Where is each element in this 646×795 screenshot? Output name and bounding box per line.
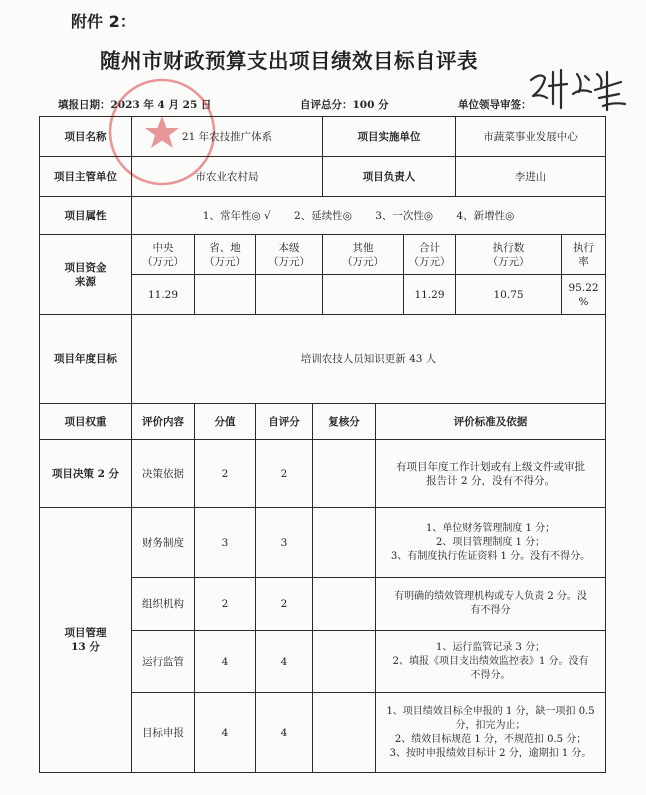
funds-header-other: 其他 （万元） bbox=[323, 235, 404, 275]
funds-value-total: 11.29 bbox=[404, 275, 456, 315]
header-score: 分值 bbox=[195, 404, 256, 440]
eval-review-score bbox=[313, 693, 376, 773]
attribute-label: 项目属性 bbox=[40, 197, 132, 235]
attribute-option: 1、常年性◎ √ bbox=[202, 209, 271, 222]
row-eval-headers bbox=[40, 404, 606, 440]
funds-header-executed: 执行数 （万元） bbox=[456, 235, 562, 275]
eval-score: 4 bbox=[195, 631, 256, 693]
funds-value-executed: 10.75 bbox=[456, 275, 562, 315]
header-content: 评价内容 bbox=[132, 404, 195, 440]
eval-review-score bbox=[313, 508, 376, 578]
funds-header-total: 合计 （万元） bbox=[404, 235, 456, 275]
funds-value-other bbox=[323, 275, 404, 315]
eval-content: 运行监管 bbox=[132, 631, 195, 693]
eval-criteria: 1、单位财务管理制度 1 分； 2、项目管理制度 1 分； 3、有制度执行佐证资料 1 分。没有不得分。 bbox=[376, 508, 606, 578]
eval-content: 目标申报 bbox=[132, 693, 195, 773]
eval-score: 3 bbox=[195, 508, 256, 578]
eval-criteria: 有项目年度工作计划或有上级文件或审批 报告计 2 分，没有不得分。 bbox=[376, 440, 606, 508]
header-weight: 项目权重 bbox=[40, 404, 132, 440]
funds-value-rate: 95.22 % bbox=[562, 275, 606, 315]
leader-sign-label: 单位领导审签： bbox=[458, 99, 532, 111]
leader-signature bbox=[525, 64, 645, 120]
eval-content: 决策依据 bbox=[132, 440, 195, 508]
dept-label: 项目主管单位 bbox=[40, 157, 132, 197]
eval-criteria: 1、项目绩效目标全申报的 1 分，缺一项扣 0.5 分，扣完为止； 2、绩效目标规范 1 分，不规范扣 0.5 分； 3、按时申报绩效目标计 2 分，逾期扣 1 分。 bbox=[376, 693, 606, 773]
row-funds-headers bbox=[40, 235, 606, 275]
eval-content: 财务制度 bbox=[132, 508, 195, 578]
eval-score: 2 bbox=[195, 578, 256, 631]
dept-value: 市农业农村局 bbox=[132, 157, 323, 197]
weight-management: 项目管理 13 分 bbox=[40, 508, 132, 773]
project-name-label: 项目名称 bbox=[40, 117, 132, 157]
row-attribute bbox=[40, 197, 606, 235]
fill-date: 填报日期：2023 年 4 月 25 日 bbox=[58, 99, 212, 111]
attribute-options bbox=[132, 197, 606, 235]
attachment-label: 附件 2： bbox=[71, 12, 136, 31]
funds-header-rate: 执行 率 bbox=[562, 235, 606, 275]
eval-score: 2 bbox=[195, 440, 256, 508]
funds-value-province bbox=[195, 275, 256, 315]
row-project-name bbox=[40, 117, 606, 157]
goal-label: 项目年度目标 bbox=[40, 315, 132, 404]
eval-content: 组织机构 bbox=[132, 578, 195, 631]
eval-criteria: 有明确的绩效管理机构或专人负责 2 分。没 有不得分 bbox=[376, 578, 606, 631]
impl-unit-label: 项目实施单位 bbox=[323, 117, 456, 157]
eval-criteria: 1、运行监管记录 3 分； 2、填报《项目支出绩效监控表》1 分。没有 不得分。 bbox=[376, 631, 606, 693]
funds-header-province: 省、地 （万元） bbox=[195, 235, 256, 275]
eval-self-score: 4 bbox=[256, 693, 313, 773]
goal-value: 培训农技人员知识更新 43 人 bbox=[132, 315, 606, 404]
total-score: 自评总分：100 分 bbox=[300, 99, 389, 111]
eval-row bbox=[40, 440, 606, 508]
eval-score: 4 bbox=[195, 693, 256, 773]
header-self-score: 自评分 bbox=[256, 404, 313, 440]
impl-unit-value: 市蔬菜事业发展中心 bbox=[456, 117, 606, 157]
eval-row bbox=[40, 508, 606, 578]
eval-self-score: 2 bbox=[256, 440, 313, 508]
evaluation-form-table bbox=[39, 116, 606, 773]
funds-header-central: 中央 （万元） bbox=[132, 235, 195, 275]
person-label: 项目负责人 bbox=[323, 157, 456, 197]
funds-value-central: 11.29 bbox=[132, 275, 195, 315]
eval-review-score bbox=[313, 578, 376, 631]
form-title: 随州市财政预算支出项目绩效目标自评表 bbox=[100, 49, 478, 73]
eval-review-score bbox=[313, 631, 376, 693]
eval-self-score: 4 bbox=[256, 631, 313, 693]
eval-self-score: 2 bbox=[256, 578, 313, 631]
project-name-value: 21 年农技推广体系 bbox=[132, 117, 323, 157]
row-annual-goal bbox=[40, 315, 606, 404]
funds-label: 项目资金 来源 bbox=[40, 235, 132, 315]
weight-decision: 项目决策 2 分 bbox=[40, 440, 132, 508]
header-criteria: 评价标准及依据 bbox=[376, 404, 606, 440]
attribute-option: 4、新增性◎ bbox=[456, 209, 515, 222]
attribute-option: 2、延续性◎ bbox=[294, 209, 352, 222]
person-value: 李进山 bbox=[456, 157, 606, 197]
funds-value-local bbox=[256, 275, 323, 315]
attribute-option: 3、一次性◎ bbox=[375, 209, 434, 222]
eval-review-score bbox=[313, 440, 376, 508]
funds-header-local: 本级 （万元） bbox=[256, 235, 323, 275]
header-review-score: 复核分 bbox=[313, 404, 376, 440]
row-dept bbox=[40, 157, 606, 197]
eval-self-score: 3 bbox=[256, 508, 313, 578]
